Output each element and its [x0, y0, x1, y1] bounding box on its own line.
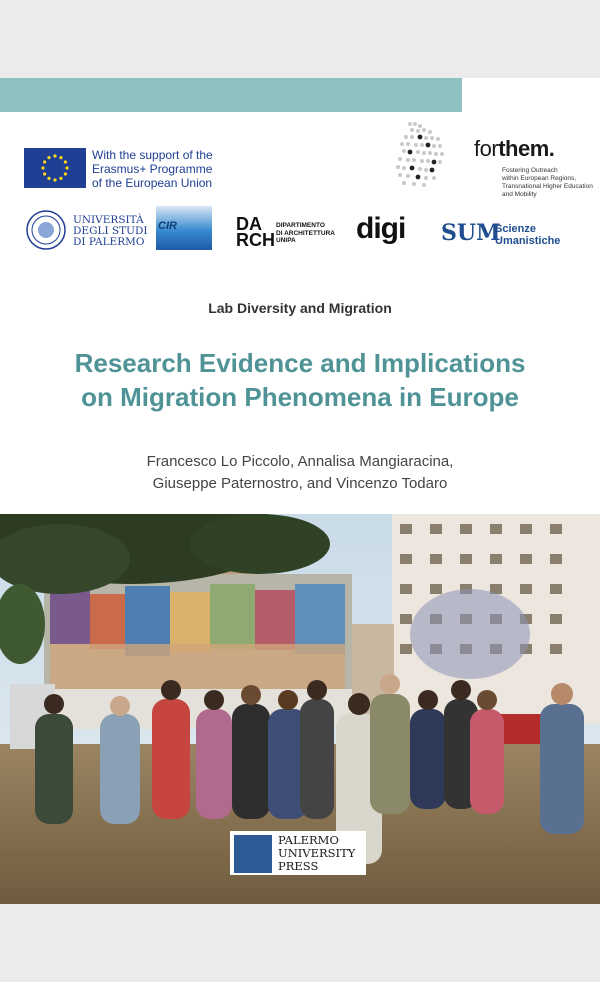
authors-line-2: Giuseppe Paternostro, and Vincenzo Todaro — [152, 475, 448, 492]
book-authors — [0, 451, 600, 495]
authors-line-1: Francesco Lo Piccolo, Annalisa Mangiaracina, — [146, 453, 454, 470]
partner-logos-row — [0, 206, 600, 262]
digi-logo: digi — [356, 212, 406, 245]
series-name: Lab Diversity and Migration — [208, 300, 392, 316]
title-line-2: on Migration Phenomena in Europe — [81, 382, 519, 412]
unipa-name: UNIVERSITÀ DEGLI STUDI DI PALERMO — [73, 214, 148, 248]
forthem-tagline: Fostering Outreach within European Regions, Transnational Higher Education and Mobility — [502, 167, 593, 198]
book-title — [20, 346, 580, 414]
teal-header-bar — [0, 78, 462, 112]
book-cover — [0, 78, 600, 904]
eu-flag-icon — [24, 148, 86, 188]
publisher-logo — [230, 831, 366, 875]
sum-name: Scienze Umanistiche — [495, 223, 561, 247]
europe-dot-map-icon — [392, 120, 474, 198]
cir-logo — [156, 206, 212, 250]
darch-name: DIPARTIMENTO DI ARCHITETTURA UNIPA — [276, 222, 335, 244]
erasmus-line-3: of the European Union — [92, 176, 213, 190]
erasmus-line-1: With the support of the — [92, 148, 213, 162]
cir-logo-text: CIR — [158, 220, 177, 232]
forthem-logo: forthem. — [474, 136, 555, 161]
darch-logo — [236, 216, 346, 248]
title-line-1: Research Evidence and Implications — [74, 348, 526, 378]
publisher-name: PALERMO UNIVERSITY PRESS — [278, 833, 356, 873]
erasmus-support-text — [92, 148, 232, 190]
unipa-seal-icon — [26, 210, 66, 250]
sum-mark: SUM — [441, 220, 501, 246]
darch-mark: DA RCH — [236, 214, 275, 250]
erasmus-line-2: Erasmus+ Programme — [92, 162, 213, 176]
publisher-seal-icon — [234, 835, 272, 873]
